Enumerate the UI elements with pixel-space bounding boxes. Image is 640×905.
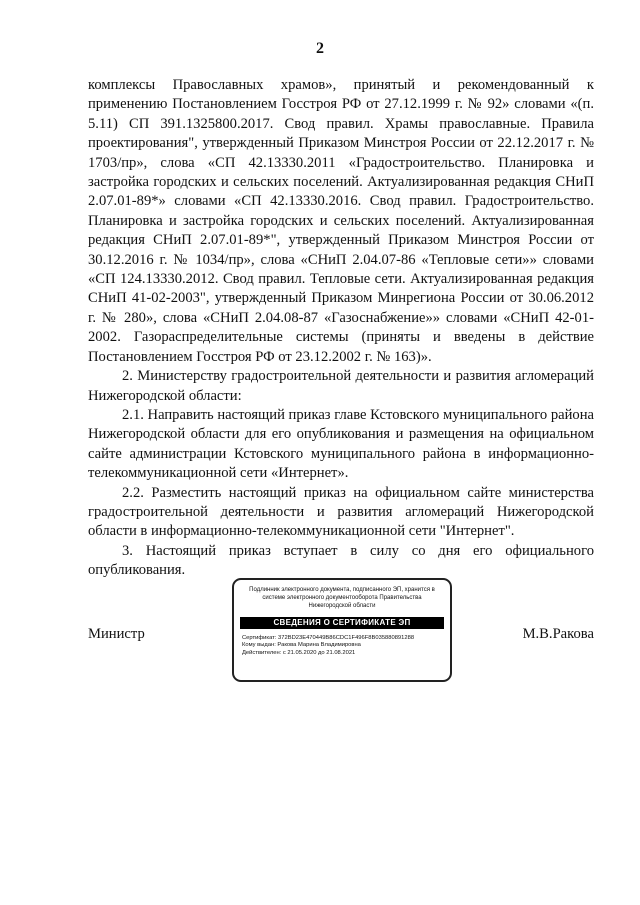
signatory-name: М.В.Ракова: [522, 626, 594, 642]
paragraph-item-2: 2. Министерству градостроительной деятельности и развития агломераций Нижегородской области:: [88, 368, 594, 404]
page-number: 2: [316, 40, 324, 57]
paragraph-item-2-1: 2.1. Направить настоящий приказ главе Кстовского муниципального района Нижегородской области для его опубликования и размещения на официальном сайте администрации Кстовского муниципального района в информационно-телекоммуникационной сети «Интернет».: [88, 406, 594, 482]
paragraph-continuation: комплексы Православных храмов», принятый и рекомендованный к применению Постановлением Госстроя РФ от 27.12.1999 г. № 92» словами «(п. 5.11) СП 391.1325800.2017. Свод правил. Храмы православные. Правила проектирования", утвержденный Приказом Минстроя России от 22.12.2017 г. № 1703/пр», слова «СП 42.13330.2011 «Градостроительство. Планировка и застройка городских и сельских поселений. Актуализированная редакция СНиП 2.07.01-89*» словами «СП 42.13330.2016. Свод правил. Градостроительство. Планировка и застройка городских и сельских поселений. Актуализированная редакция СНиП 2.07.01-89*", утвержденный Приказом Минстроя России от 30.12.2016 г. № 1034/пр», слова «СНиП 2.04.07-86 «Тепловые сети»» словами «СП 124.13330.2012. Свод правил. Тепловые сети. Актуализированная редакция СНиП 41-02-2003", утвержденный Приказом Минрегиона России от 30.06.2012 г. № 280», слова «СНиП 2.04.08-87 «Газоснабжение»» словами «СНиП 42-01-2002. Газораспределительные системы (приняты и введены в действие Постановлением Госстроя РФ от 23.12.2002 г. № 163)».: [88, 77, 594, 365]
stamp-valid: Действителен: с 21.05.2020 до 21.08.2021: [242, 649, 356, 656]
signatory-position: Министр: [88, 626, 145, 642]
document-body: [88, 76, 594, 581]
stamp-title: СВЕДЕНИЯ О СЕРТИФИКАТЕ ЭП: [240, 617, 444, 629]
paragraph-item-2-2: 2.2. Разместить настоящий приказ на официальном сайте министерства градостроительной деятельности и развития агломераций Нижегородской области в информационно-телекоммуникационной сети "Интернет".: [88, 484, 594, 540]
stamp-details: [242, 635, 442, 657]
stamp-certificate: Сертификат: 372BD23E470449B86CDC1F496F8B035880891288: [242, 635, 415, 641]
stamp-issued-to: Кому выдан: Ракова Марина Владимировна: [242, 642, 361, 649]
electronic-signature-stamp: [232, 578, 452, 682]
paragraph-item-3: 3. Настоящий приказ вступает в силу со дня его официального опубликования.: [88, 542, 594, 579]
stamp-header: Подлинник электронного документа, подписанного ЭП, хранится в системе электронного документооборота Правительства Нижегородской области: [249, 587, 435, 609]
